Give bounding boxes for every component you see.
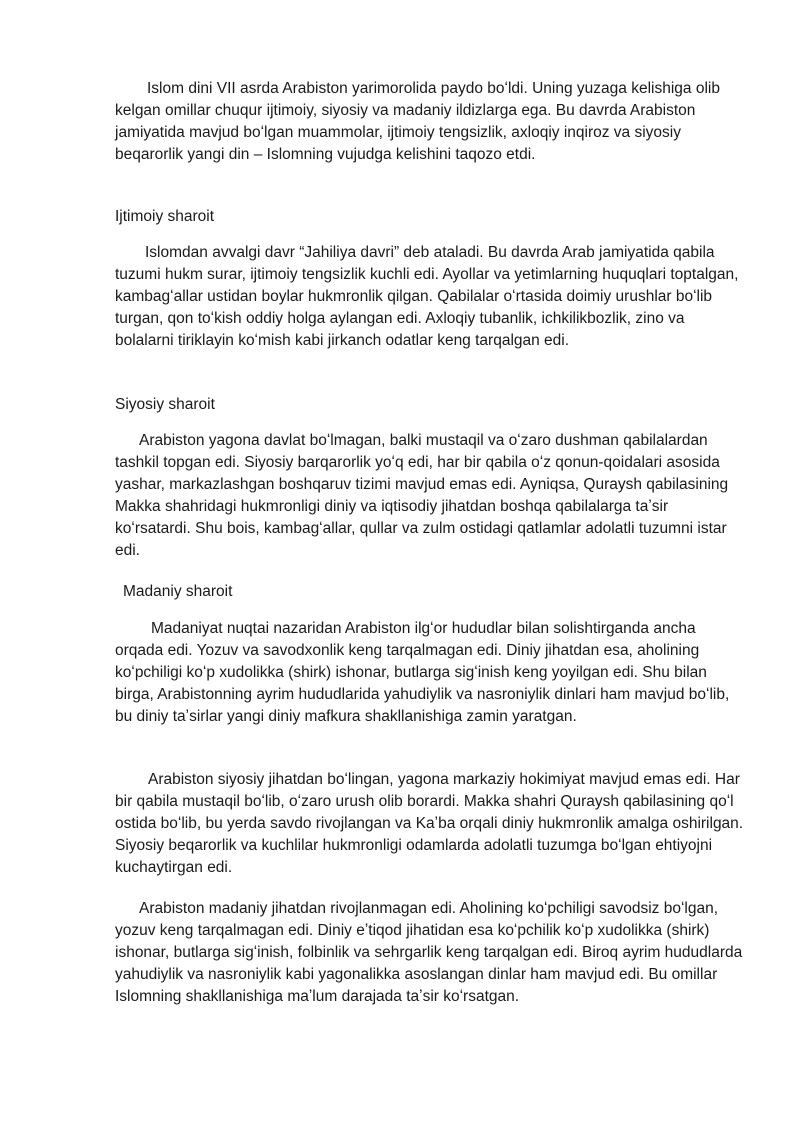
social-paragraph: Islomdan avvalgi davr “Jahiliya davri” deb ataladi. Bu davrda Arab jamiyatida qabila tuzumi hukm surar, ijtimoiy tengsizlik kuchli edi. Ayollar va yetimlarning huquqlari toptalgan, kambagʻallar ustidan boylar hukmronlik qilgan. Qabilalar oʻrtasida doimiy urushlar boʻlib turgan, qon toʻkish oddiy holga aylangan edi. Axloqiy tubanlik, ichkilikbozlik, zino va bolalarni tiriklayin koʻmish kabi jirkanch odatlar keng tarqalgan edi.: [115, 244, 739, 349]
cultural-summary-paragraph: Arabiston madaniy jihatdan rivojlanmagan edi. Aholining koʻpchiligi savodsiz boʻlgan, yozuv keng tarqalmagan edi. Diniy eʼtiqod jihatidan esa koʻpchilik koʻp xudolikka (shirk) ishonar, butlarga sigʻinish, folbinlik va sehrgarlik keng tarqalgan edi. Biroq ayrim hududlarda yahudiylik va nasroniylik kabi yagonalikka asoslangan dinlar ham mavjud edi. Bu omillar Islomning shakllanishiga maʼlum darajada taʼsir koʻrsatgan.: [115, 900, 743, 1005]
cultural-paragraph: Madaniyat nuqtai nazaridan Arabiston ilgʻor hududlar bilan solishtirganda ancha orqada edi. Yozuv va savodxonlik keng tarqalmagan edi. Diniy jihatdan esa, aholining koʻpchiligi koʻp xudolikka (shirk) ishonar, butlarga sigʻinish keng yoyilgan edi. Shu bilan birga, Arabistonning ayrim hududlarida yahudiylik va nasroniylik dinlari ham mavjud boʻlib, bu diniy taʼsirlar yangi diniy mafkura shakllanishiga zamin yaratgan.: [115, 620, 730, 725]
social-heading: Ijtimoiy sharoit: [115, 208, 215, 225]
political-heading: Siyosiy sharoit: [115, 396, 215, 413]
political-paragraph: Arabiston yagona davlat boʻlmagan, balki mustaqil va oʻzaro dushman qabilalardan tashkil topgan edi. Siyosiy barqarorlik yoʻq edi, har bir qabila oʻz qonun-qoidalari asosida yashar, markazlashgan boshqaruv tizimi mavjud emas edi. Ayniqsa, Quraysh qabilasining Makka shahridagi hukmronligi diniy va iqtisodiy jihatdan boshqa qabilalarga taʼsir koʻrsatardi. Shu bois, kambagʻallar, qullar va zulm ostidagi qatlamlar adolatli tuzumni istar edi.: [115, 432, 729, 559]
cultural-heading: Madaniy sharoit: [123, 583, 233, 600]
intro-paragraph: Islom dini VII asrda Arabiston yarimorolida paydo boʻldi. Uning yuzaga kelishiga olib kelgan omillar chuqur ijtimoiy, siyosiy va madaniy ildizlarga ega. Bu davrda Arabiston jamiyatida mavjud boʻlgan muammolar, ijtimoiy tengsizlik, axloqiy inqiroz va siyosiy beqarorlik yangi din – Islomning vujudga kelishini taqozo etdi.: [115, 80, 720, 163]
political-summary-paragraph: Arabiston siyosiy jihatdan boʻlingan, yagona markaziy hokimiyat mavjud emas edi. Har bir qabila mustaqil boʻlib, oʻzaro urush olib borardi. Makka shahri Quraysh qabilasining qoʻl ostida boʻlib, bu yerda savdo rivojlangan va Kaʼba orqali diniy hukmronlik amalga oshirilgan. Siyosiy beqarorlik va kuchlilar hukmronligi odamlarda adolatli tuzumga boʻlgan ehtiyojni kuchaytirgan edi.: [115, 771, 744, 876]
